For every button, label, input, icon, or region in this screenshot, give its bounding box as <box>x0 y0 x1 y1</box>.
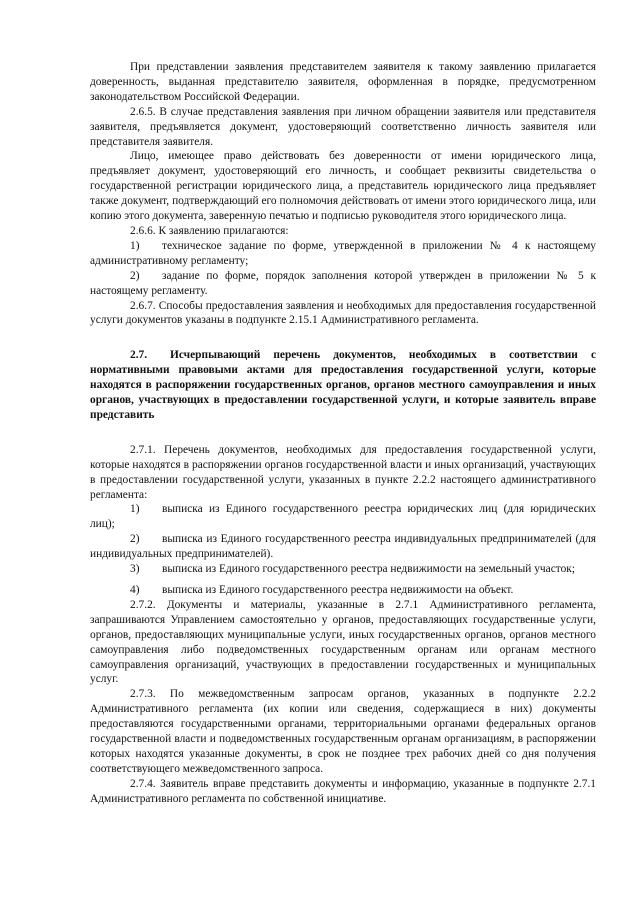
list-item-text: выписка из Единого государственного реестра индивидуальных предпринимателей (для индивидуальных предпринимателей). <box>90 533 596 561</box>
list-item <box>90 502 596 532</box>
document-page <box>90 60 596 807</box>
list-item-text: техническое задание по форме, утвержденной в приложении № 4 к настоящему административному регламенту; <box>90 239 596 267</box>
list-item-number: 2) <box>130 533 140 546</box>
paragraph-representative-power-of-attorney: При представлении заявления представителем заявителя к такому заявлению прилагается доверенность, выданная представителю заявителя, оформленная в порядке, предусмотренном законодательством Российской Федерации. <box>90 61 596 103</box>
section-number: 2.7. <box>130 349 148 362</box>
section-title: Исчерпывающий перечень документов, необходимых в соответствии с нормативными правовыми актами для предоставления государственной услуги, которые находятся в распоряжении государственных органов, органов местного самоуправления и иных органов, участвующих в предоставлении государственной услуги, и которые заявитель вправе представить <box>90 349 596 421</box>
paragraph-2-6-6: 2.6.6. К заявлению прилагаются: <box>130 224 289 237</box>
paragraph-2-7-1: 2.7.1. Перечень документов, необходимых для предоставления государственной услуги, которые находятся в распоряжении органов государственной власти и иных организаций, участвующих в предоставлении государственной услуги, указанных в пункте 2.2.2 настоящего административного регламента: <box>90 443 596 501</box>
list-item-text: выписка из Единого государственного реестра недвижимости на объект. <box>162 584 514 596</box>
list-item-number: 2) <box>130 269 140 282</box>
list-item-number: 4) <box>130 584 140 596</box>
paragraph-legal-entity-person: Лицо, имеющее право действовать без доверенности от имени юридического лица, предъявляет документ, удостоверяющий его личность, и сообщает реквизиты свидетельства о государственной регистрации юридического лица, а представитель юридического лица предъявляет также документ, подтверждающий его полномочия действовать от имени этого юридического лица, или копию этого документа, заверенную печатью и подписью руководителя этого юридического лица. <box>90 150 596 223</box>
list-item-text: выписка из Единого государственного реестра недвижимости на земельный участок; <box>162 563 575 576</box>
paragraph-2-7-3: 2.7.3. По межведомственным запросам органов, указанных в подпункте 2.2.2 Административного регламента (их копии или сведения, содержащиеся в них) документы предоставляются государственными органами, территориальными органами федеральных органов государственной власти и подведомственных государственным органам организациям, в распоряжении которых находятся указанные документы, в срок не позднее трех рабочих дней со дня получения соответствующего межведомственного запроса. <box>90 688 596 775</box>
list-item-number: 1) <box>130 503 140 516</box>
list-item <box>90 562 596 577</box>
paragraph-2-7-4: 2.7.4. Заявитель вправе представить документы и информацию, указанные в подпункте 2.7.1 Административного регламента по собственной инициативе. <box>90 777 596 805</box>
list-item <box>90 532 596 562</box>
paragraph-2-7-2: 2.7.2. Документы и материалы, указанные в 2.7.1 Административного регламента, запрашиваются Управлением самостоятельно у органов, предоставляющих государственные услуги, органов, предоставляющих муниципальные услуги, иных государственных органов, органов местного самоуправления либо подведомственных государственным органам или органам местного самоуправления организаций, участвующих в предоставлении государственных и муниципальных услуг. <box>90 598 596 686</box>
list-item <box>90 583 596 598</box>
list-item <box>90 239 596 269</box>
section-heading-2-7 <box>90 348 596 423</box>
paragraph-2-6-5: 2.6.5. В случае представления заявления при личном обращении заявителя или представителя заявителя, предъявляется документ, удостоверяющий соответственно личность заявителя или представителя заявителя. <box>90 105 596 148</box>
list-item-text: выписка из Единого государственного реестра юридических лиц (для юридических лиц); <box>90 503 596 531</box>
list-item-number: 1) <box>130 239 140 252</box>
list-item <box>90 269 596 299</box>
list-item-number: 3) <box>130 563 140 576</box>
paragraph-2-6-7: 2.6.7. Способы предоставления заявления и необходимых для предоставления государственной услуги документов указаны в подпункте 2.15.1 Административного регламента. <box>90 299 596 327</box>
list-item-text: задание по форме, порядок заполнения которой утвержден в приложении № 5 к настоящему регламенту. <box>90 269 596 297</box>
